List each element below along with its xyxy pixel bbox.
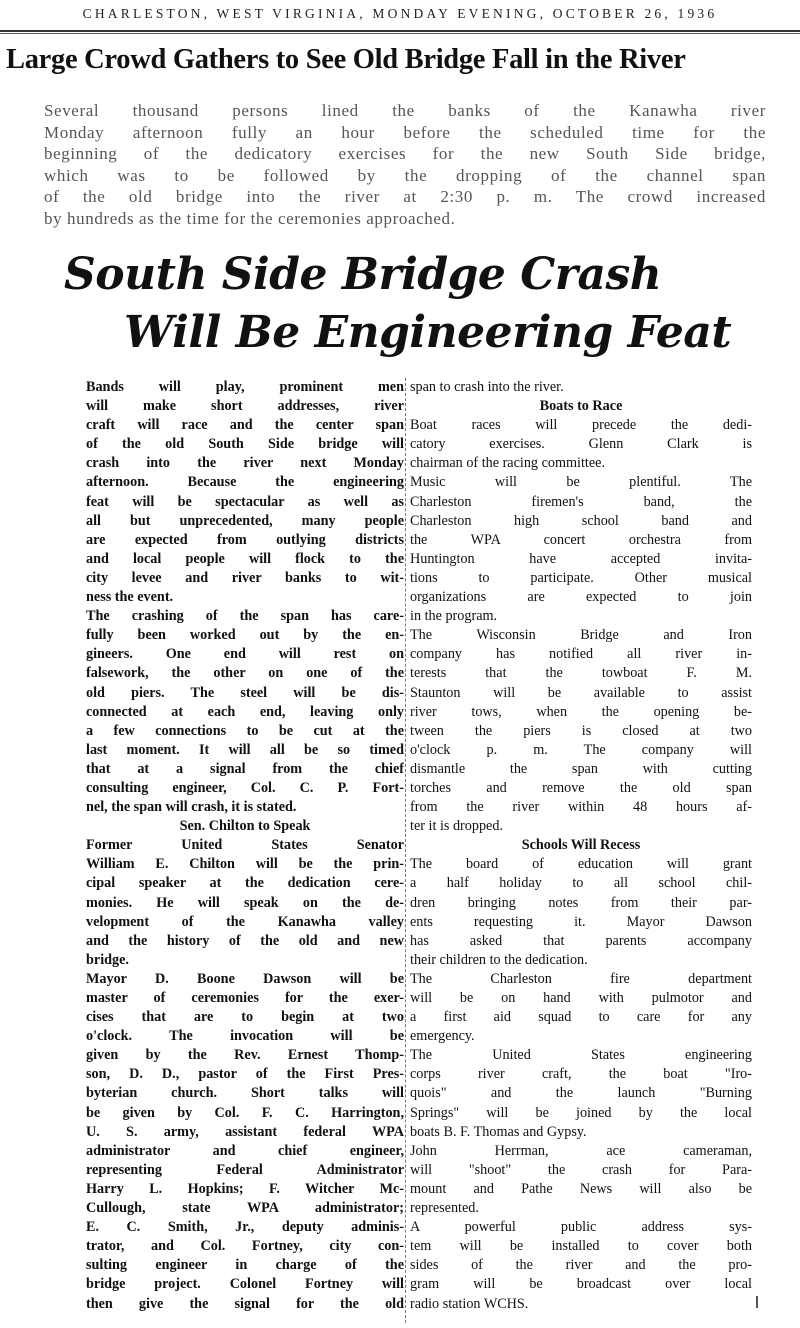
article-line: cises that are to begin at two — [86, 1009, 404, 1026]
article-line: Former United States Senator — [86, 837, 404, 854]
article-column-right — [410, 378, 752, 1314]
article-line: The Wisconsin Bridge and Iron — [410, 627, 752, 644]
article-line: in the program. — [410, 608, 498, 625]
article-line: crash into the river next Monday — [86, 455, 404, 472]
article-line: connected at each end, leaving only — [86, 703, 404, 720]
article-line: the WPA concert orchestra from — [410, 531, 752, 548]
article-line: administrator and chief engineer, — [86, 1142, 404, 1159]
article-line: quois" and the launch "Burning — [410, 1085, 752, 1102]
top-headline: Large Crowd Gathers to See Old Bridge Fall in the River — [6, 44, 686, 75]
lede-line: Several thousand persons lined the banks of the Kanawha river — [44, 101, 766, 120]
article-line: o'clock. The invocation will be — [86, 1028, 404, 1045]
lede-line: by hundreds as the time for the ceremonies approached. — [44, 208, 456, 228]
article-line: old piers. The steel will be dis- — [86, 684, 404, 701]
article-line: U. S. army, assistant federal WPA — [86, 1123, 404, 1140]
article-line: will make short addresses, river — [86, 398, 404, 415]
article-line: Harry L. Hopkins; F. Witcher Mc- — [86, 1180, 404, 1197]
article-line: cipal speaker at the dedication cere- — [86, 875, 404, 892]
article-line: a first aid squad to care for any — [410, 1009, 752, 1026]
article-line: ness the event. — [86, 589, 174, 606]
article-line: afternoon. Because the engineering — [86, 474, 404, 491]
article-column-left — [86, 378, 404, 1314]
article-line: will be on hand with pulmotor and — [410, 990, 752, 1006]
article-line: Staunton will be available to assist — [410, 684, 752, 701]
article-line: chairman of the racing committee. — [410, 455, 605, 472]
article-line: given by the Rev. Ernest Thomp- — [86, 1047, 404, 1064]
masthead-rule-thin — [0, 33, 800, 34]
article-line: Charleston firemen's band, the — [410, 493, 752, 510]
article-line: Huntington have accepted invita- — [410, 550, 752, 567]
column-divider — [405, 378, 407, 1323]
main-headline — [50, 246, 750, 362]
article-line: sides of the river and the pro- — [410, 1257, 752, 1274]
article-line: has asked that parents accompany — [410, 932, 752, 949]
article-line: ents requesting it. Mayor Dawson — [410, 913, 752, 930]
article-line: catory exercises. Glenn Clark is — [410, 436, 752, 453]
article-line: of the old South Side bridge will — [86, 436, 404, 453]
article-line: The United States engineering — [410, 1047, 752, 1064]
article-line: company has notified all river in- — [410, 646, 752, 663]
article-line: consulting engineer, Col. C. P. Fort- — [86, 779, 404, 796]
article-line: feat will be spectacular as well as — [86, 493, 404, 510]
article-line: Music will be plentiful. The — [410, 474, 752, 491]
lede-line: which was to be followed by the dropping of the channel span — [44, 165, 766, 185]
article-line: ter it is dropped. — [410, 818, 503, 835]
article-line: span to crash into the river. — [410, 379, 564, 395]
article-line: city levee and river banks to wit- — [86, 569, 404, 586]
article-line: corps river craft, the boat "Iro- — [410, 1066, 752, 1083]
article-line: sulting engineer in charge of the — [86, 1257, 404, 1274]
article-line: William E. Chilton will be the prin- — [86, 856, 404, 873]
article-line: Charleston high school band and — [410, 512, 752, 529]
article-line: representing Federal Administrator — [86, 1161, 404, 1178]
lede-line: Monday afternoon fully an hour before the scheduled time for the — [44, 122, 766, 142]
article-line: master of ceremonies for the exer- — [86, 990, 404, 1006]
article-line: nel, the span will crash, it is stated. — [86, 799, 297, 816]
article-line: bridge project. Colonel Fortney will — [86, 1276, 404, 1293]
article-line: gram will be broadcast over local — [410, 1276, 752, 1293]
article-line: from the river within 48 hours af- — [410, 799, 752, 816]
article-line: will "shoot" the crash for Para- — [410, 1161, 752, 1178]
article-line: radio station WCHS. — [410, 1295, 529, 1312]
dateline: CHARLESTON, WEST VIRGINIA, MONDAY EVENING, OCTOBER 26, 1936 — [82, 6, 718, 21]
article-line: byterian church. Short talks will — [86, 1085, 404, 1102]
section-subhead: Sen. Chilton to Speak — [179, 818, 311, 835]
article-line: son, D. D., pastor of the First Pres- — [86, 1066, 404, 1083]
article-line: and the history of the old and new — [86, 932, 404, 949]
section-subhead: Boats to Race — [539, 398, 623, 415]
article-line: boats B. F. Thomas and Gypsy. — [410, 1123, 587, 1140]
section-subhead: Schools Will Recess — [521, 837, 641, 854]
article-line: falsework, the other on one of the — [86, 665, 404, 682]
article-line: organizations are expected to join — [410, 589, 752, 606]
article-line: trator, and Col. Fortney, city con- — [86, 1238, 404, 1255]
main-headline-line-2: Will Be Engineering Feat — [124, 307, 732, 358]
article-line: gineers. One end will rest on — [86, 646, 404, 663]
article-line: and local people will flock to the — [86, 550, 404, 567]
article-line: river tows, when the opening be- — [410, 703, 752, 720]
article-line: tween the piers is closed at two — [410, 722, 752, 739]
lede-paragraph — [44, 100, 766, 229]
article-line: velopment of the Kanawha valley — [86, 913, 404, 930]
article-line: all but unprecedented, many people — [86, 512, 404, 529]
article-line: be given by Col. F. C. Harrington, — [86, 1104, 404, 1121]
article-line: last moment. It will all be so timed — [86, 741, 404, 758]
article-line: tions to participate. Other musical — [410, 569, 752, 586]
article-line: represented. — [410, 1200, 479, 1217]
article-line: their children to the dedication. — [410, 951, 588, 968]
main-headline-line-1: South Side Bridge Crash — [64, 249, 662, 300]
lede-line: of the old bridge into the river at 2:30 p. m. The crowd increased — [44, 187, 766, 206]
article-line: Mayor D. Boone Dawson will be — [86, 970, 404, 987]
article-line: emergency. — [410, 1028, 475, 1045]
article-line: bridge. — [86, 951, 129, 968]
article-line: a few connections to be cut at the — [86, 722, 404, 739]
article-line: tem will be installed to cover both — [410, 1238, 752, 1255]
column-end-mark — [756, 1296, 758, 1308]
masthead-rule — [0, 30, 800, 32]
article-line: Cullough, state WPA administrator; — [86, 1200, 404, 1217]
article-line: a half holiday to all school chil- — [410, 875, 752, 892]
article-line: torches and remove the old span — [410, 779, 752, 796]
article-line: monies. He will speak on the de- — [86, 894, 404, 911]
lede-line: beginning of the dedicatory exercises for the new South Side bridge, — [44, 144, 766, 163]
article-line: then give the signal for the old — [86, 1295, 404, 1312]
article-line: dismantle the span with cutting — [410, 760, 752, 777]
article-line: E. C. Smith, Jr., deputy adminis- — [86, 1219, 404, 1236]
article-line: The board of education will grant — [410, 856, 752, 873]
article-line: terests that the towboat F. M. — [410, 665, 752, 682]
article-line: A powerful public address sys- — [410, 1219, 752, 1236]
article-line: Boat races will precede the dedi- — [410, 417, 752, 434]
article-line: are expected from outlying districts — [86, 531, 404, 548]
article-line: The crashing of the span has care- — [86, 608, 404, 625]
article-line: dren bringing notes from their par- — [410, 894, 752, 911]
article-line: mount and Pathe News will also be — [410, 1180, 752, 1197]
article-line: Bands will play, prominent men — [86, 379, 404, 395]
article-line: craft will race and the center span — [86, 417, 404, 434]
article-line: John Herrman, ace cameraman, — [410, 1142, 752, 1159]
article-line: Springs" will be joined by the local — [410, 1104, 752, 1121]
article-line: The Charleston fire department — [410, 970, 752, 987]
article-line: fully been worked out by the en- — [86, 627, 404, 644]
article-line: that at a signal from the chief — [86, 760, 404, 777]
article-line: o'clock p. m. The company will — [410, 741, 752, 758]
